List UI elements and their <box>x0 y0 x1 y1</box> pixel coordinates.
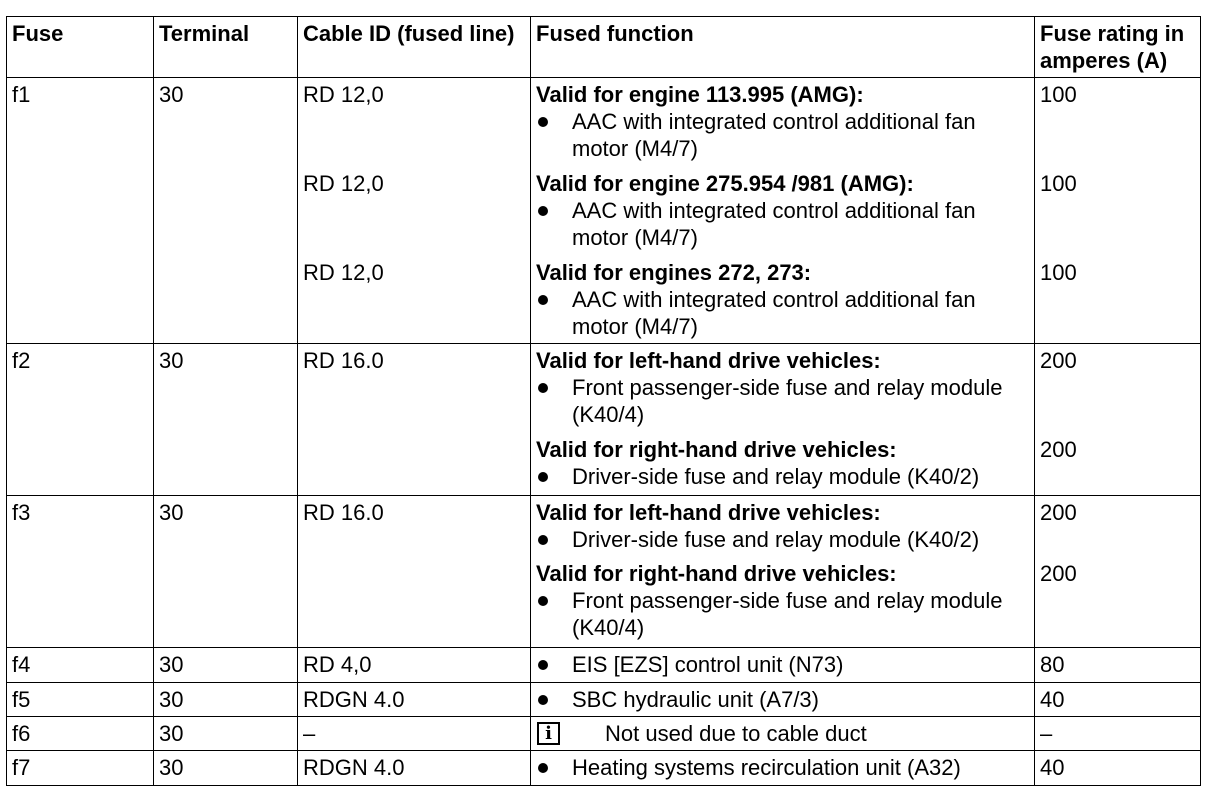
function-text: AAC with integrated control additional fan motor (M4/7) <box>572 109 976 161</box>
list-item <box>536 720 1030 747</box>
validity-heading: Valid for engines 272, 273: <box>536 260 812 285</box>
function-cell <box>531 751 1035 786</box>
bullet-icon <box>536 754 572 773</box>
rating-cell: 80 <box>1035 648 1201 683</box>
validity-heading: Valid for right-hand drive vehicles: <box>536 561 897 586</box>
fuse-cell: f4 <box>7 648 154 683</box>
table-header-row <box>7 17 1201 78</box>
bullet-icon <box>536 587 572 606</box>
rating-value: 200 <box>1040 348 1077 373</box>
function-text: Driver-side fuse and relay module (K40/2) <box>572 464 980 489</box>
rating-value: 100 <box>1040 171 1077 196</box>
list-item <box>536 686 1030 713</box>
header-cable-id: Cable ID (fused line) <box>298 17 531 78</box>
table-row-f6 <box>7 717 1201 751</box>
validity-heading: Valid for left-hand drive vehicles: <box>536 500 881 525</box>
table-row-f4 <box>7 648 1201 683</box>
rating-cell: – <box>1035 717 1201 751</box>
rating-cell <box>1035 496 1201 648</box>
list-item <box>536 463 1030 490</box>
function-cell <box>531 496 1035 648</box>
rating-value: 200 <box>1040 500 1077 525</box>
terminal-cell: 30 <box>154 496 298 648</box>
list-item <box>536 526 1030 553</box>
cable-cell: RD 4,0 <box>298 648 531 683</box>
function-cell <box>531 344 1035 496</box>
rating-value: 200 <box>1040 437 1077 462</box>
bullet-icon <box>536 286 572 305</box>
list-item <box>536 754 1030 781</box>
rating-value: 200 <box>1040 561 1077 586</box>
header-fuse: Fuse <box>7 17 154 78</box>
terminal-cell: 30 <box>154 683 298 717</box>
bullet-icon <box>536 108 572 127</box>
terminal-cell: 30 <box>154 344 298 496</box>
rating-value: 100 <box>1040 260 1077 285</box>
terminal-cell: 30 <box>154 717 298 751</box>
bullet-icon <box>536 197 572 216</box>
function-text: Not used due to cable duct <box>605 721 867 746</box>
rating-cell: 40 <box>1035 751 1201 786</box>
cable-cell: RDGN 4.0 <box>298 751 531 786</box>
list-item <box>536 374 1030 428</box>
cable-value: RD 12,0 <box>303 260 384 285</box>
fuse-cell: f6 <box>7 717 154 751</box>
function-text: Front passenger-side fuse and relay module (K40/4) <box>572 375 1003 427</box>
info-icon: i <box>537 722 560 745</box>
table-row-f1 <box>7 78 1201 344</box>
cable-cell: RD 16.0 <box>298 496 531 648</box>
function-cell <box>531 78 1035 344</box>
table-row-f7 <box>7 751 1201 786</box>
fuse-cell: f7 <box>7 751 154 786</box>
function-text: AAC with integrated control additional fan motor (M4/7) <box>572 198 976 250</box>
function-text: SBC hydraulic unit (A7/3) <box>572 687 819 712</box>
fuse-table <box>6 16 1201 786</box>
function-cell <box>531 683 1035 717</box>
function-cell <box>531 648 1035 683</box>
validity-heading: Valid for engine 113.995 (AMG): <box>536 82 864 107</box>
validity-heading: Valid for right-hand drive vehicles: <box>536 437 897 462</box>
rating-cell: 40 <box>1035 683 1201 717</box>
list-item <box>536 587 1030 641</box>
function-text: Driver-side fuse and relay module (K40/2) <box>572 527 980 552</box>
cable-cell: RD 16.0 <box>298 344 531 496</box>
function-text: Front passenger-side fuse and relay module (K40/4) <box>572 588 1003 640</box>
function-cell <box>531 717 1035 751</box>
terminal-cell: 30 <box>154 751 298 786</box>
terminal-cell: 30 <box>154 648 298 683</box>
validity-heading: Valid for left-hand drive vehicles: <box>536 348 881 373</box>
header-fused-function: Fused function <box>531 17 1035 78</box>
table-row-f2 <box>7 344 1201 496</box>
function-text: Heating systems recirculation unit (A32) <box>572 755 961 780</box>
terminal-cell: 30 <box>154 78 298 344</box>
bullet-icon <box>536 651 572 670</box>
fuse-cell: f1 <box>7 78 154 344</box>
cable-cell: RDGN 4.0 <box>298 683 531 717</box>
cable-value: RD 12,0 <box>303 82 384 107</box>
function-text: EIS [EZS] control unit (N73) <box>572 652 844 677</box>
list-item <box>536 197 1030 251</box>
rating-value: 100 <box>1040 82 1077 107</box>
bullet-icon <box>536 463 572 482</box>
fuse-cell: f3 <box>7 496 154 648</box>
rating-cell <box>1035 78 1201 344</box>
list-item <box>536 286 1030 340</box>
list-item <box>536 108 1030 162</box>
list-item <box>536 651 1030 678</box>
header-terminal: Terminal <box>154 17 298 78</box>
fuse-cell: f5 <box>7 683 154 717</box>
table-row-f3 <box>7 496 1201 648</box>
bullet-icon <box>536 526 572 545</box>
cable-cell <box>298 78 531 344</box>
bullet-icon <box>536 374 572 393</box>
cable-cell: – <box>298 717 531 751</box>
cable-value: RD 12,0 <box>303 171 384 196</box>
header-fuse-rating: Fuse rating in amperes (A) <box>1035 17 1201 78</box>
fuse-cell: f2 <box>7 344 154 496</box>
table-row-f5 <box>7 683 1201 717</box>
rating-cell <box>1035 344 1201 496</box>
validity-heading: Valid for engine 275.954 /981 (AMG): <box>536 171 914 196</box>
function-text: AAC with integrated control additional fan motor (M4/7) <box>572 287 976 339</box>
bullet-icon <box>536 686 572 705</box>
